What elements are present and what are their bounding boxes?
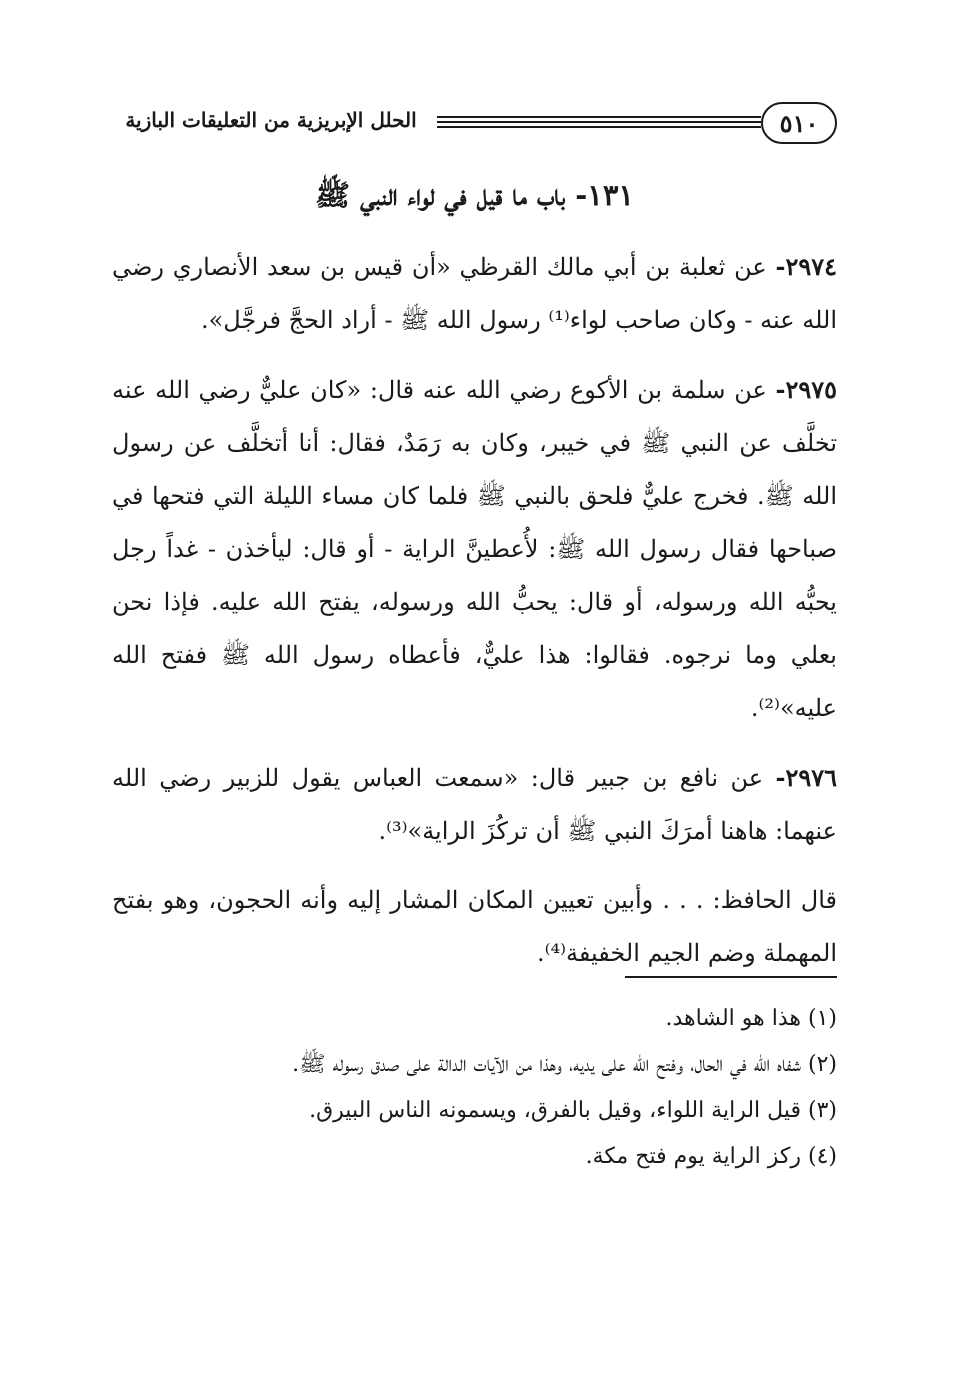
footnote-number: (١) [807,1006,837,1031]
footnotes-list [112,996,837,1180]
footnote-text: ركز الراية يوم فتح مكة. [585,1144,801,1169]
hadith-text: عن سلمة بن الأكوع رضي الله عنه قال: «كان عليٌّ رضي الله عنه تخلَّف عن النبي ﷺ في خيبر، وكان به رَمَدٌ، فقال: أنا أتخلَّف عن رسول الله ﷺ. فخرج عليٌّ فلحق بالنبي ﷺ فلما كان مساء الليلة التي فتحها في صباحها فقال رسول الله ﷺ: لأُعطينَّ الراية - أو قال: ليأخذن - غداً رجل يحبُّه الله ورسوله، أو قال: يحبُّ الله ورسوله، يفتح الله عليه. فإذا نحن بعلي وما نرجوه. فقالوا: هذا عليٌّ، فأعطاه رسول الله ﷺ ففتح الله عليه»⁽²⁾. [112,376,838,722]
chapter-heading: ١٣١- باب ما قيل في لواء النبي ﷺ [315,178,634,212]
footnote-separator [625,976,837,978]
hadith-number: ٢٩٧٦- [775,763,837,792]
hadith-text: عن نافع بن جبير قال: «سمعت العباس يقول للزبير رضي الله عنهما: هاهنا أمرَكَ النبي ﷺ أن تركُزَ الراية»⁽³⁾. [112,764,837,845]
footnote-number: (٣) [807,1098,837,1123]
hadith-number: ٢٩٧٤- [775,252,837,281]
hadith-paragraph [112,751,837,858]
running-title: الحلل الإبريزية من التعليقات البازية [125,108,417,132]
body-text [112,240,837,996]
footnote-item [112,1042,837,1088]
footnote-text: شفاه الله في الحال، وفتح الله على يديه، وهذا من الآيات الدالة على صدق رسوله ﷺ. [292,1052,801,1077]
footnote-text: هذا هو الشاهد. [665,1006,801,1031]
page-number: ٥١٠ [761,102,837,144]
footnote-item [112,1088,837,1134]
footnote-number: (٢) [807,1052,837,1077]
header-rule [437,116,761,128]
hadith-paragraph [112,240,837,347]
footnote-number: (٤) [807,1144,837,1169]
page-header [112,100,837,150]
hadith-text: عن ثعلبة بن أبي مالك القرظي «أن قيس بن سعد الأنصاري رضي الله عنه - وكان صاحب لواء⁽¹⁾ رسول الله ﷺ - أراد الحجَّ فرجَّل». [112,253,837,334]
hadith-paragraph [112,363,837,735]
footnote-item [112,1134,837,1180]
footnote-item [112,996,837,1042]
commentary-paragraph [112,874,837,980]
commentary-text: قال الحافظ: . . . وأبين تعيين المكان المشار إليه وأنه الحجون، وهو بفتح المهملة وضم الجيم الخفيفة⁽⁴⁾. [112,886,837,967]
hadith-number: ٢٩٧٥- [775,375,837,404]
footnote-text: قيل الراية اللواء، وقيل بالفرق، ويسمونه الناس البيرق. [309,1098,801,1123]
